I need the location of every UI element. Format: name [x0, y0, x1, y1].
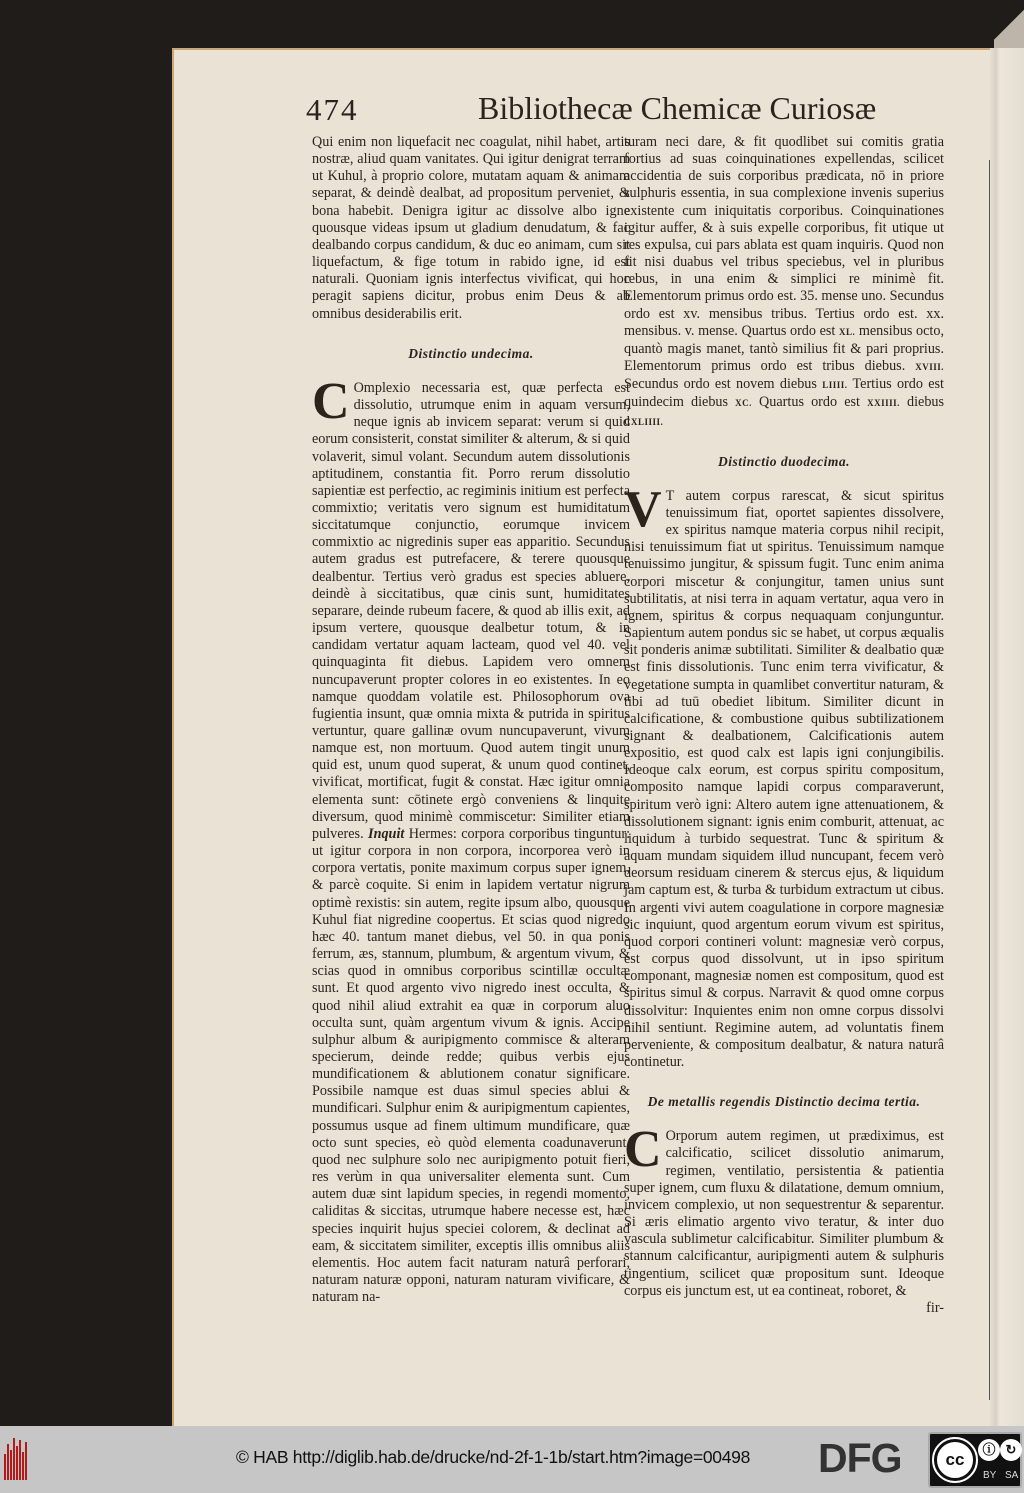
book-title: Bibliothecæ Chemicæ Curiosæ	[478, 90, 877, 126]
gutter-line	[989, 160, 990, 1400]
section-heading-12: Distinctio duodecima.	[718, 453, 850, 469]
order-text: Tertius ordo est quindecim diebus	[624, 376, 944, 411]
page-edge	[990, 48, 1024, 1426]
by-label: BY	[983, 1470, 997, 1481]
order-text: mensibus octo, quantò magis manet, tantò similius fit & pari proprius. Elementorum primus ordo est tribus diebus.	[624, 322, 945, 375]
dfg-logo-icon[interactable]: DFG	[818, 1435, 902, 1481]
section-12-text	[624, 480, 944, 1071]
section-13-text	[624, 1121, 944, 1300]
roman-numeral: XL.	[838, 326, 856, 337]
section-heading-13: De metallis regendis Distinctio decima tertia.	[647, 1094, 921, 1110]
copyright-link[interactable]: © HAB http://diglib.hab.de/drucke/nd-2f-1-1b/start.htm?image=00498	[236, 1447, 751, 1467]
section-12-body: T autem corpus rarescat, & sicut spiritus tenuissimum fiat, oportet sapientes dissolvere, ex spiritus namque materia corpus nihil recipit, nisi tenuissimum fiat ut spiritus. Tenuissimum namque tenuissimo jungitur, & spissum fugit. Tunc enim anima corpori miscetur & conjungitur, tamen unius sunt subtilitatis, at nisi terra in aquam vertatur, aqua vero in ignem, spiritus & corpus nequaquam conjunguntur. Sapientum autem pondus sic se habet, ut corpus æqualis sit ponderis animæ subtilitati. Similiter & dealbatio quæ est finis dissolutionis. Tunc enim terra vivificatur, & vegetatione sumpta in quamlibet convertitur naturam, & tibi ad tuū obediet libitum. Similiter dicunt in calcificatione, & combustione quibus subtilizationem signant & dealbationem, Calcificationis autem expositio, est quod calx est lapis igni conjungibilis. Ideoque calx eorum, est corpus spiritu compositum, composito namque lapidi corpus comparaverunt, spiritum verò igni: Altero autem igne attenuationem, & dissolutionem signant: ignis enim comburit, attenuat, ac liquidum à turbido sequestrat. Tunc & spiritum & aquam mundam siquidem illud nuncupant, fecem verò deorsum residuam cinerem & stercus ejus, & liquidum jam captum est, & turba & turbidum extractum ut cibus. In argenti vivi autem coagulatione in corpore magnesiæ sic inquiunt, quod argentum eorum vivum est spiritus, quod corpori contineri volunt: magnesiæ verò corpus, est corpus quod dissolvunt, ut in ipso spiritum componant, magnesiæ nomen est compositum, quod est spiritus simul & corpus. Narravit & quod omne corpus dissolvitur: Inquientes enim non omne corpus dissolvi nihil sentiunt. Regimine autem, ad voluntatis finem perveniente, & compositum dealbatur, & natura naturâ continetur.	[624, 487, 944, 1070]
intro-paragraph: Qui enim non liquefacit nec coagulat, nihil habet, artis nostræ, aliud quam vanitates. Qui igitur denigrat terram ut Kuhul, à proprio colore, mutatam aquam & animam separat, & deindè dealbat, ad propositum perveniet, & bona habebit. Denigra igitur ac dissolve albo igne quousque videas ipsum ut gladium denudatum, & fac dealbando corpus candidum, & duc eo animam, cum sit liquefactum, & fige totum in rabido igne, id est naturali. Quoniam ignis interfectus vivificat, qui hoc peragit sapiens dicitur, probus enim Deus & ab omnibus desiderabilis erit.	[312, 134, 630, 322]
cc-icon: cc	[934, 1439, 976, 1481]
order-text: Secundus ordo est novem diebus	[624, 376, 817, 393]
order-text: Quartus ordo est	[759, 394, 860, 411]
running-head	[306, 90, 877, 132]
inquit-label: Inquit	[368, 825, 405, 842]
continuation-text: turam neci dare, & fit quodlibet sui comitis gratia fortius ad suas coinquinationes expellendas, scilicet accidentia de suis corporibus prædicata, nō in priore sulphuris essentia, in sua complexione invenis superius existente cum iniquitatis corporibus. Coinquinationes igitur auffer, & à suis expelle corporibus, fit utique ut res expulsa, cui pars ablata est quam inquiris. Quod non fit nisi duabus vel tribus speciebus, vel in pluribus rebus, in una enim & simplici re minimè fit. Elementorum primus ordo est. 35. mense uno. Secundus ordo est xv. mensibus tribus. Tertius ordo est. xx. mensibus. v. mense. Quartus ordo est	[624, 134, 944, 339]
drop-cap: V	[624, 480, 662, 538]
roman-numeral: CXLIIII.	[624, 416, 664, 427]
section-11-body-cont: Hermes: corpora corporibus tinguntur: ut igitur corpora in non corpora, incorporea verò in corpora vertatis, ponite maximum corpus super ignem, & parcè coquite. Si enim in lapidem vertatur nigrum optimè rexistis: sin autem, regite ipsum albo, quousque Kuhul fiat nigredine coopertus. Et scias quod nigredo hæc 40. tantum manet diebus, vel 50. in qua ponis ferrum, æs, stannum, plumbum, & argentum vivum, & scias quod in omnibus corporibus scintillæ occultæ sunt. Et quod argento vivo nigredo inest occulta, & quod nihil aliud extrahit ea quæ in corporum aluo occulta sunt, quàm argentum vivum & ignis. Accipe sulphur album & auripigmento commisce & alteram specierum, deinde redde; quibus verbis ejus mundificationem & ablutionem conatur significare. Possibile namque est duas simul species ablui & mundificari. Sulphur enim & auripigmentum capientes, possumus usque ad finem ultimum mundificare, quæ octo sunt species, eò quòd elementa coadunaverunt, quod nec sulphure solo nec auripigmento potuit fieri, res verùm in qua universaliter elementa sunt. Cum autem duæ sint lapidum species, in regendi momento, caliditas & siccitas, utrumque habere necesse est, hæc species inquirit hujus speciei colorem, & declinat ad eam, & siccitatem similiter, exceptis illis omnibus aliis elementis. Hoc autem facit naturam naturâ perforari, naturam naturæ opponi, naturam naturam vivificare, & naturam na-	[312, 825, 631, 1306]
page-number: 474	[306, 92, 359, 127]
section-11-text	[312, 372, 631, 1306]
hab-logo-icon[interactable]	[4, 1436, 26, 1480]
right-continuation	[624, 134, 944, 431]
roman-numeral: XC.	[735, 398, 752, 409]
drop-cap: C	[624, 1121, 662, 1179]
left-column	[312, 134, 630, 1306]
attribution-icon: ⓘ	[978, 1439, 1000, 1461]
sa-label: SA	[1005, 1470, 1019, 1481]
cc-license-badge[interactable]	[928, 1432, 1022, 1488]
section-11-body: Omplexio necessaria est, quæ perfecta est dissolutio, utrumque enim in aquam versum, neque ignis ab invicem separat: verum si quid eorum consisterit, constat similiter & alterum, & si quid volaverit, simul volant. Secundum autem dissolutionis aptitudinem, constantia fit. Porro rerum dissolutio sapientiæ est perfectio, ac regiminis initium est perfecta commixtio; veritatis vero signum est humiditatum siccitatumque conjunctio, eorumque invicem commixtio ac nigredinis super eas apparitio. Secundus autem gradus est putrefacere, & terere quousque dealbentur. Tertius verò gradus est species abluere, deindè à siccitatibus, quæ cinis sunt, humiditates separare, deinde rubeum facere, & quod ab illis exit, ad ipsum vertere, quousque dealbetur totum, & in candidam vertatur aquam lacteam, quod vel 40. vel quinquaginta fit diebus. Lapidem vero omnem nuncupaverunt propter colores in eo existentes. In eo namque quoddam volatile est. Philosophorum ova fugientia insunt, quæ omnia mixta & putrida in spiritus vertuntur, quare gallinæ ovum nuncupaverunt, vivum namque est, non mortuum. Quod autem tingit unum quid est, unum quod superat, & unum quod continet, vivificat, mortificat, fugit & constat. Hæc igitur omnia elementa sunt: cōtinete ergò conveniens & linquite diversum, quod minimè commiscetur: Similiter etiam pulveres.	[312, 379, 630, 842]
order-text: diebus	[906, 394, 945, 411]
drop-cap: C	[312, 372, 350, 430]
roman-numeral: LIIII.	[822, 380, 848, 391]
share-alike-icon: ↻	[1000, 1439, 1022, 1461]
viewer-footer	[0, 1426, 1024, 1493]
catchword: fir-	[926, 1299, 944, 1316]
section-heading-11: Distinctio undecima.	[408, 345, 534, 361]
roman-numeral: XVIII.	[915, 362, 945, 373]
roman-numeral: XXIIII.	[867, 398, 900, 409]
section-13-body: Orporum autem regimen, ut prædiximus, est calcificatio, scilicet dissolutio animarum, regimen, ventilatio, persistentia & patientia super ignem, cum fluxu & dilatatione, demum omnium, invicem complexio, ut non sequestrentur & separentur. Si æris elimatio argento vivo teratur, & inter duo vascula sublimetur calcificabitur. Similiter plumbum & stannum calcificantur, auripigmenti autem & sulphuris tingentium, scilicet quæ propositum sunt. Ideoque corpus eis junctum est, ut ea contineat, roboret, &	[624, 1128, 944, 1299]
page-corner	[994, 0, 1024, 50]
right-column	[624, 134, 944, 1317]
